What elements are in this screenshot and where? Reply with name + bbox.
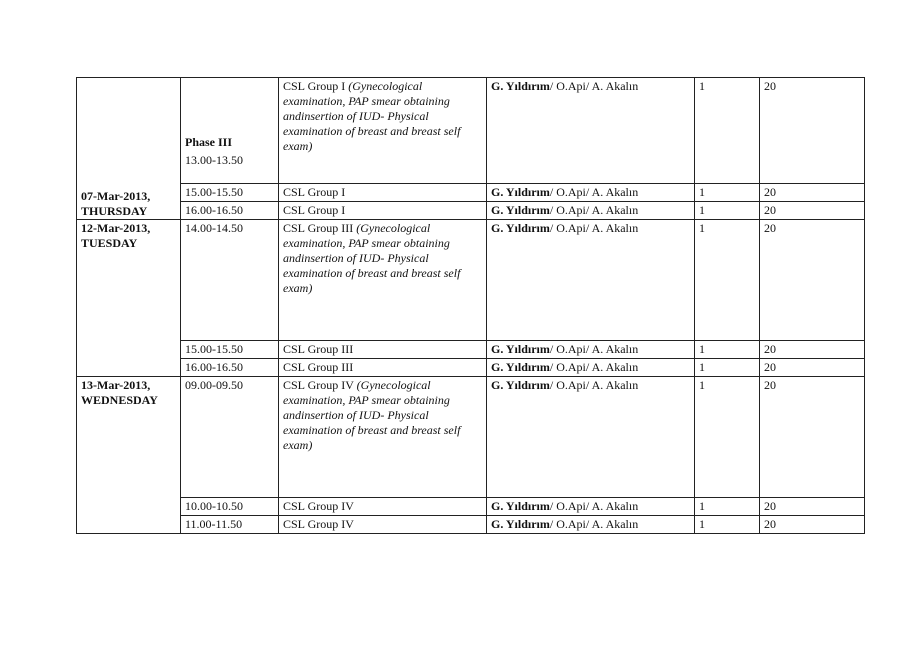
capacity-cell: 20 xyxy=(760,516,865,534)
time-cell: 16.00-16.50 xyxy=(181,359,279,377)
capacity-cell: 20 xyxy=(760,184,865,202)
activity-name: CSL Group III xyxy=(283,221,354,235)
instructor-lead: G. Yıldırım xyxy=(491,221,550,235)
time-value: 13.00-13.50 xyxy=(185,153,243,167)
day-label: THURSDAY xyxy=(81,204,148,218)
table-row xyxy=(77,377,865,498)
instructor-cell xyxy=(487,377,695,498)
instructor-cell xyxy=(487,184,695,202)
capacity-cell: 20 xyxy=(760,377,865,498)
time-cell: 09.00-09.50 xyxy=(181,377,279,498)
instructor-lead: G. Yıldırım xyxy=(491,342,550,356)
instructor-lead: G. Yıldırım xyxy=(491,185,550,199)
schedule-table xyxy=(76,77,865,534)
instructor-others: / O.Api/ A. Akalın xyxy=(549,499,639,513)
activity-cell: CSL Group I xyxy=(279,184,487,202)
capacity-cell: 20 xyxy=(760,220,865,341)
count-cell: 1 xyxy=(695,359,760,377)
activity-cell xyxy=(279,220,487,341)
table-row xyxy=(77,516,865,534)
time-cell: 15.00-15.50 xyxy=(181,341,279,359)
table-row xyxy=(77,341,865,359)
instructor-others: / O.Api/ A. Akalın xyxy=(549,79,639,93)
instructor-cell xyxy=(487,498,695,516)
instructor-others: / O.Api/ A. Akalın xyxy=(549,378,639,392)
activity-detail: (Gynecological examination, PAP smear obtaining andinsertion of IUD- Physical examination of breast and breast self exam) xyxy=(283,378,461,452)
table-row xyxy=(77,498,865,516)
date-label: 07-Mar-2013, xyxy=(81,189,151,203)
date-label: 12-Mar-2013, xyxy=(81,221,151,235)
table-row xyxy=(77,359,865,377)
capacity-cell: 20 xyxy=(760,341,865,359)
capacity-cell: 20 xyxy=(760,78,865,184)
table-row xyxy=(77,220,865,341)
instructor-others: / O.Api/ A. Akalın xyxy=(549,342,639,356)
time-cell: 15.00-15.50 xyxy=(181,184,279,202)
instructor-cell xyxy=(487,516,695,534)
capacity-cell: 20 xyxy=(760,498,865,516)
count-cell: 1 xyxy=(695,516,760,534)
time-cell xyxy=(181,78,279,184)
capacity-cell: 20 xyxy=(760,359,865,377)
time-cell: 16.00-16.50 xyxy=(181,202,279,220)
table-row xyxy=(77,202,865,220)
date-cell xyxy=(77,377,181,534)
table-row xyxy=(77,78,865,184)
activity-cell: CSL Group IV xyxy=(279,516,487,534)
instructor-others: / O.Api/ A. Akalın xyxy=(549,203,639,217)
instructor-lead: G. Yıldırım xyxy=(491,79,550,93)
time-cell: 10.00-10.50 xyxy=(181,498,279,516)
instructor-lead: G. Yıldırım xyxy=(491,499,550,513)
instructor-others: / O.Api/ A. Akalın xyxy=(549,360,639,374)
instructor-cell xyxy=(487,78,695,184)
instructor-cell xyxy=(487,341,695,359)
count-cell: 1 xyxy=(695,498,760,516)
instructor-lead: G. Yıldırım xyxy=(491,203,550,217)
activity-cell: CSL Group I xyxy=(279,202,487,220)
day-label: WEDNESDAY xyxy=(81,393,158,407)
activity-cell xyxy=(279,78,487,184)
instructor-cell xyxy=(487,202,695,220)
phase-label: Phase III xyxy=(185,135,233,149)
activity-detail: (Gynecological examination, PAP smear obtaining andinsertion of IUD- Physical examination of breast and breast self exam) xyxy=(283,79,461,153)
instructor-cell xyxy=(487,220,695,341)
activity-cell: CSL Group IV xyxy=(279,498,487,516)
instructor-others: / O.Api/ A. Akalın xyxy=(549,221,639,235)
count-cell: 1 xyxy=(695,220,760,341)
time-cell: 14.00-14.50 xyxy=(181,220,279,341)
activity-cell xyxy=(279,377,487,498)
instructor-lead: G. Yıldırım xyxy=(491,378,550,392)
instructor-others: / O.Api/ A. Akalın xyxy=(549,185,639,199)
date-cell xyxy=(77,220,181,377)
activity-name: CSL Group I xyxy=(283,79,346,93)
count-cell: 1 xyxy=(695,202,760,220)
count-cell: 1 xyxy=(695,377,760,498)
instructor-lead: G. Yıldırım xyxy=(491,517,550,531)
time-cell: 11.00-11.50 xyxy=(181,516,279,534)
table-row xyxy=(77,184,865,202)
activity-cell: CSL Group III xyxy=(279,359,487,377)
capacity-cell: 20 xyxy=(760,202,865,220)
activity-detail: (Gynecological examination, PAP smear obtaining andinsertion of IUD- Physical examination of breast and breast self exam) xyxy=(283,221,461,295)
day-label: TUESDAY xyxy=(81,236,138,250)
instructor-others: / O.Api/ A. Akalın xyxy=(549,517,639,531)
date-label: 13-Mar-2013, xyxy=(81,378,151,392)
instructor-lead: G. Yıldırım xyxy=(491,360,550,374)
count-cell: 1 xyxy=(695,184,760,202)
count-cell: 1 xyxy=(695,341,760,359)
instructor-cell xyxy=(487,359,695,377)
date-cell xyxy=(77,78,181,220)
count-cell: 1 xyxy=(695,78,760,184)
activity-cell: CSL Group III xyxy=(279,341,487,359)
activity-name: CSL Group IV xyxy=(283,378,354,392)
